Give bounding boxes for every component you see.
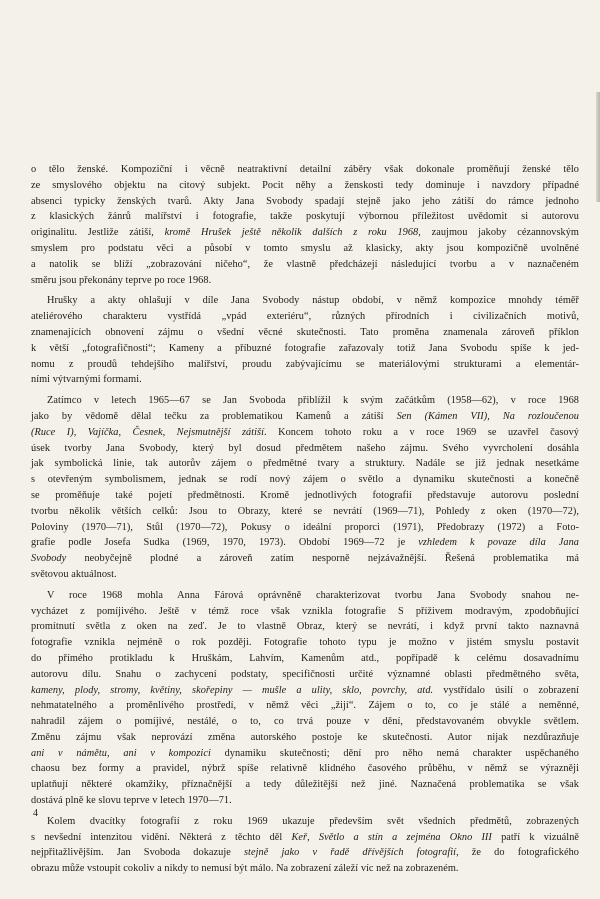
- text-run: vycházet z pomíjivého. Ještě v témž roce však vznikla fotografie S příživem modravým, zpodobňující: [31, 605, 579, 617]
- text-run: dynamiku skutečnosti; dění pro něho nemá charakter uspěchaného: [210, 747, 579, 759]
- text-line: [31, 761, 579, 777]
- text-run: , zaujmou jakoby cézannovským: [418, 227, 579, 239]
- text-run: ze smyslového objektu na citový subjekt. Pocit něhy a ženskosti tedy dominuje i navzdory případné: [31, 179, 579, 191]
- text-run: obrazu může vstoupit cokoliv a nikdy to nemusí být málo. Na zobrazení záleží víc než na zobrazeném.: [31, 863, 459, 875]
- paragraph: [31, 588, 579, 809]
- text-line: [31, 830, 579, 846]
- text-run: Změnu zájmu však neprovází změna autorského postoje ke skutečnosti. Autor nijak nezdůrazňuje: [31, 731, 579, 743]
- text-run: absenci typicky ženských tvarů. Akty Jana Svobody spadají stejně jako jeho zátiší do rámce jednoho: [31, 195, 579, 207]
- text-line: [31, 520, 579, 536]
- text-line: [31, 651, 579, 667]
- text-run: vystřídalo úsilí o zobrazení: [433, 684, 579, 696]
- text-line: [31, 793, 579, 809]
- text-run: úsek tvorby Jana Svobody, který byl dosud předmětem našeho zájmu. Svého vyvrcholení dosáhla: [31, 442, 579, 454]
- text-line: [31, 425, 579, 441]
- text-line: [31, 357, 579, 373]
- text-line: [31, 683, 579, 699]
- text-run: fotografie vznikla nejméně o rok později. Fotografie tohoto typu je možno v jistém smyslu postavit: [31, 637, 579, 649]
- text-line: [31, 845, 579, 861]
- text-run: jako by vědomě dělal tečku za problematikou Kamenů a zátiší: [31, 410, 397, 422]
- text-line: [31, 604, 579, 620]
- text-run: s nevšední intenzitou vidění. Některá z těchto děl: [31, 831, 292, 843]
- page-number: 4: [33, 808, 38, 819]
- text-line: [31, 730, 579, 746]
- italic-text: Sen (Kámen VII), Na rozloučenou: [396, 410, 579, 422]
- text-line: [31, 409, 579, 425]
- text-run: Hrušky a akty ohlašují v díle Jana Svobody nástup období, v němž kompozice mnohdy téměř: [47, 295, 579, 307]
- text-line: [31, 372, 579, 388]
- text-run: z klasických žánrů malířství i fotografie, takže poskytují výbornou příležitost uvědomit si autorovu: [31, 211, 579, 223]
- text-line: [31, 619, 579, 635]
- text-run: . Koncem tohoto roku a v roce 1969 se uzavřel časový: [264, 426, 579, 438]
- italic-text: Svobody: [31, 553, 67, 565]
- text-run: autorovu dílu. Snahu o zachycení podstaty, specifičnosti určité významné oblasti předmětného světa,: [31, 668, 579, 680]
- text-line: [31, 667, 579, 683]
- text-run: směru jsou překonány teprve po roce 1968.: [31, 274, 212, 286]
- text-line: [31, 472, 579, 488]
- page-edge-shadow: [596, 92, 600, 202]
- text-line: [31, 162, 579, 178]
- text-run: V roce 1968 mohla Anna Fárová oprávněně charakterizovat tvorbu Jana Svobody snahou ne-: [47, 589, 579, 601]
- italic-text: ani v námětu, ani v kompozici: [31, 747, 211, 759]
- text-run: nehmatatelného a proměnlivého prostředí, v němž věci „žijí“. Zájem o to, co je stálé a neměnné,: [31, 700, 579, 712]
- text-run: nejpřitažlivějším. Jan Svoboda dokazuje: [31, 847, 244, 859]
- text-run: do přímého protikladu k Hruškám, Lahvím, Kamenům atd., popřípadě k celému dosavadnímu: [31, 652, 579, 664]
- body-text: [31, 162, 579, 882]
- text-run: nahradil zájem o pomíjivé, nestálé, o to, co trvá pouze v dění, představovaném obvykle světlem.: [31, 716, 579, 728]
- text-line: [31, 257, 579, 273]
- text-line: [31, 241, 579, 257]
- text-run: tvorbu několik větších celků: Jsou to Obrazy, které se nevrátí (1969—71), Pohledy z oken (1970—72),: [31, 505, 579, 517]
- text-line: [31, 225, 579, 241]
- text-line: [31, 441, 579, 457]
- text-line: [31, 504, 579, 520]
- italic-text: vzhledem k povaze díla Jana: [418, 537, 580, 549]
- text-line: [31, 777, 579, 793]
- text-run: znamenajících obnovení zájmu o všední věcné skutečnosti. Tato proměna znamenala zároveň příklon: [31, 326, 579, 338]
- text-run: dostává plně ke slovu teprve v letech 1970—71.: [31, 795, 232, 807]
- text-run: nomu z proudů tehdejšího malířství, proudu zabývajícímu se materiálovými strukturami a elementár-: [31, 358, 579, 370]
- text-run: originalitu. Jestliže zátiší,: [31, 227, 165, 239]
- text-run: se proměňuje také pojetí předmětnosti. Kromě jednotlivých fotografií představuje autorovu poslední: [31, 489, 579, 501]
- text-line: [31, 273, 579, 289]
- text-run: světovou aktuálnost.: [31, 568, 117, 580]
- text-run: neobyčejně plodné a zároveň zatím nesporně nejzávažnější. Řešená problematika má: [66, 553, 579, 565]
- text-run: Kolem dvacítky fotografií z roku 1969 ukazuje především svět všedních předmětů, zobrazených: [47, 815, 579, 827]
- text-run: uplatňují některé okamžiky, příznačnější a tedy důležitější než jiné. Naznačená problematika se však: [31, 779, 579, 791]
- text-run: o tělo ženské. Kompoziční i věcně neatraktivní detailní záběry však dokonale proměňují ženské tělo: [31, 164, 579, 175]
- italic-text: Keř, Světlo a stín a zejména Okno III: [291, 831, 492, 843]
- text-run: grafie podle Josefa Sudka (1969, 1970, 1973). Období 1969—72 je: [31, 537, 419, 549]
- text-run: k větší „fotografičnosti“; Kameny a příbuzné fotografie zařazovaly totiž Jana Svobodu spíše k jed-: [31, 342, 579, 354]
- text-line: [31, 325, 579, 341]
- text-run: a natolik se blíží „zobrazování ničeho“, že vlastně předcházejí následující tvorbu a v naznačeném: [31, 258, 579, 270]
- text-line: [31, 341, 579, 357]
- text-run: patří k vizuálně: [491, 831, 580, 843]
- text-line: [31, 194, 579, 210]
- text-run: , že do fotografického: [456, 847, 579, 859]
- text-line: [31, 861, 579, 877]
- text-run: smyslem pro podstatu věci a působí v tomto smyslu až klasicky, akty jsou kompozičně uvolněné: [31, 242, 579, 254]
- text-line: [31, 746, 579, 762]
- text-run: Zatímco v letech 1965—67 se Jan Svoboda přiblížil k svým začátkům (1958—62), v roce 1968: [47, 395, 579, 407]
- paragraph: [31, 814, 579, 877]
- text-line: [31, 309, 579, 325]
- text-line: [31, 393, 579, 409]
- text-run: Poloviny (1970—71), Stůl (1970—72), Pokusy o ideální proporci (1971), Předobrazy (1972) a Foto-: [31, 521, 579, 533]
- text-line: [31, 456, 579, 472]
- italic-text: stejně jako v řadě dřívějších fotografií: [244, 847, 457, 859]
- italic-text: kromě Hrušek ještě několik dalších z roku 1968: [164, 227, 419, 239]
- text-run: s otevřeným symbolismem, jednak se rodí nový zájem o světlo a dynamiku skutečnosti a konečně: [31, 474, 579, 486]
- text-line: [31, 178, 579, 194]
- text-run: promítnutí světla z oken na zeď. Je to vlastně Obraz, který se nevrátí, i když první takto naznavná: [31, 621, 579, 633]
- paragraph: [31, 162, 579, 288]
- paragraph: [31, 393, 579, 583]
- text-line: [31, 588, 579, 604]
- text-line: [31, 814, 579, 830]
- text-run: ními výtvarnými formami.: [31, 374, 142, 386]
- paragraph: [31, 293, 579, 388]
- text-line: [31, 567, 579, 583]
- italic-text: kameny, plody, stromy, květiny, skořepiny — mušle a ulity, sklo, povrchy, atd.: [31, 684, 434, 696]
- text-line: [31, 635, 579, 651]
- text-run: ateliérového charakteru vystřídá „vpád exteriéru“, různých přírodních i civilizačních motivů,: [31, 311, 579, 323]
- text-run: jak symbolická linie, tak autorův zájem o předmětné tvary a struktury. Nadále se již jednak nesetkáme: [31, 458, 579, 470]
- text-line: [31, 488, 579, 504]
- text-line: [31, 698, 579, 714]
- text-line: [31, 535, 579, 551]
- italic-text: (Ruce I), Vajíčka, Česnek, Nejsmutnější zátiší: [31, 426, 264, 438]
- text-line: [31, 209, 579, 225]
- text-line: [31, 714, 579, 730]
- text-line: [31, 551, 579, 567]
- text-line: [31, 293, 579, 309]
- text-run: chaosu bez formy a pravidel, nýbrž spíše relativně klidného časového průběhu, v němž se výrazněji: [31, 763, 579, 775]
